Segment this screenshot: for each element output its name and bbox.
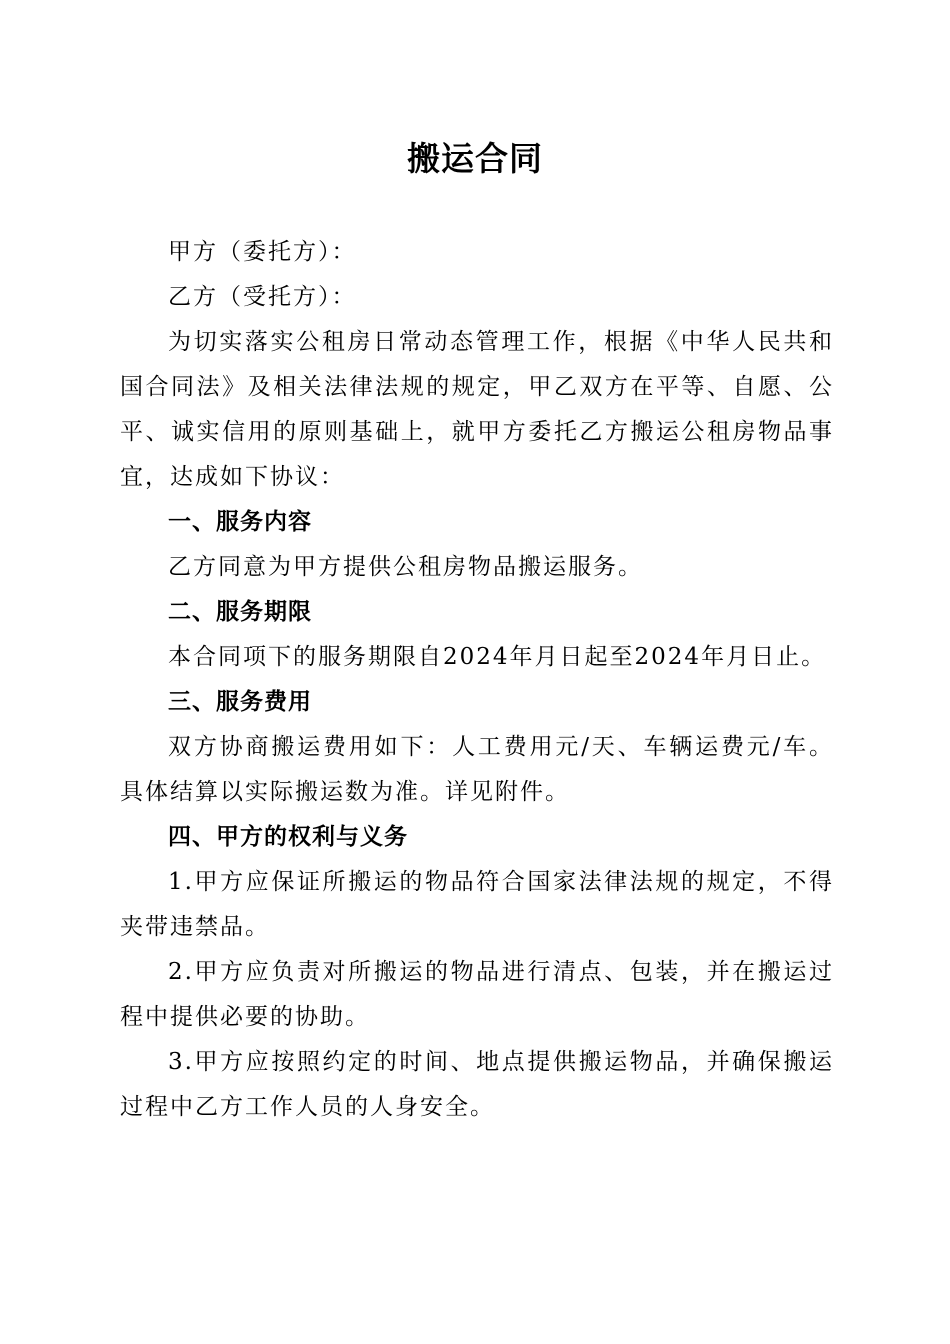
party-a-obligation-2: 2.甲方应负责对所搬运的物品进行清点、包装，并在搬运过程中提供必要的协助。 <box>120 959 834 1030</box>
party-b-line: 乙方（受托方）： <box>168 284 357 310</box>
document-body <box>120 230 834 1130</box>
service-fees-paragraph: 双方协商搬运费用如下：人工费用元/天、车辆运费元/车。具体结算以实际搬运数为准。详见附件。 <box>120 734 834 805</box>
preamble-paragraph: 为切实落实公租房日常动态管理工作，根据《中华人民共和国合同法》及相关法律法规的规定，甲乙双方在平等、自愿、公平、诚实信用的原则基础上，就甲方委托乙方搬运公租房物品事宜，达成如下协议： <box>120 329 834 490</box>
section-heading-party-a-rights: 四、甲方的权利与义务 <box>168 824 408 850</box>
section-heading-service-fees: 三、服务费用 <box>168 689 312 715</box>
service-content-paragraph: 乙方同意为甲方提供公租房物品搬运服务。 <box>168 554 643 580</box>
party-a-line: 甲方（委托方）： <box>168 239 357 265</box>
document-title: 搬运合同 <box>407 139 543 178</box>
service-period-paragraph: 本合同项下的服务期限自2024年月日起至2024年月日止。 <box>168 644 827 670</box>
section-heading-service-content: 一、服务内容 <box>168 509 312 535</box>
party-a-obligation-1: 1.甲方应保证所搬运的物品符合国家法律法规的规定，不得夹带违禁品。 <box>120 869 834 940</box>
section-heading-service-period: 二、服务期限 <box>168 599 312 625</box>
party-a-obligation-3: 3.甲方应按照约定的时间、地点提供搬运物品，并确保搬运过程中乙方工作人员的人身安全。 <box>120 1049 834 1120</box>
